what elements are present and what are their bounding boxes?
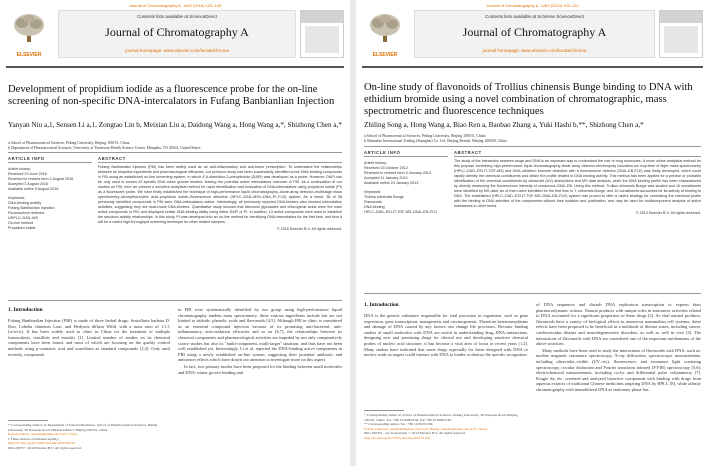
history-item: Received 15 October 2012 (364, 166, 408, 170)
journal-cover-icon (659, 10, 703, 58)
section-heading: 1. Introduction (8, 307, 43, 313)
abstract-heading: ABSTRACT (98, 156, 342, 163)
history-item: Available online 24 January 2013 (364, 181, 419, 185)
abstract-text: Fufang Banbianlian Injection (FBI) has been widely used as an anti-inflammatory and anti-tumor prescription. To understand the relationships between its bioactive ingredients and pharmacological efficacies, our previous study has been successfully identified some DNA-binding compounds in FBI using an established on-line screening system, in which 4′,6-diamidino-2-phenylindole (DAPI) was developed as a probe. However, DAPI can be only used to screen AT-specific DNA minor groove binders, leaving the potential active intercalators unknown in FBI. As a continuation of our studies on FBI, here we present a sensitive analytical method for rapid identification and evaluation of DNA-intercalators using propidium iodide (PI) as a fluorescent probe. We have firstly established the technique of high-performance liquid chromatography–diode-array detector–multistage mass spectrometry–deoxyribonucleic acid–propidium iodide–fluorescence detection (HPLC–DAD–MSn–DNA–PI–FLD) system. As a result, 38 of 58 previously identified compounds in FBI were DNA-intercalators active. Interestingly, all previously reported DNA-binders also showed intercalative activities, suggesting they are dual-mode DNA-binders. Quantitative study showed that flavonoid glycosides and chlorogenic acids were the main active compounds in FBI, and displayed similar DNA-binding ability using either DAPI or PI. In addition, 13 active compounds were used to establish the structure-activity relationships. In this study, PI was developed into an on-line method for identifying DNA-intercalators for the first time, and thus it will be a useful high-throughput screening technique for other related samples. (98, 165, 342, 224)
keyword: Flavonoids (364, 200, 382, 204)
divider (8, 300, 342, 301)
keywords-heading: Keywords: (8, 196, 26, 200)
publisher-logo (6, 10, 52, 58)
author-list: Yanyan Niu a,1, Sensen Li a,1, Zongtao Lin b, Meixian Liu a, Daidong Wang a, Hong Wang a,*, Shizhong Chen a,* (8, 121, 343, 129)
journal-header (362, 10, 703, 64)
paragraph: Many methods have been used to study the interactions of flavonoids with DNA, such as: nuclear magnetic resonance spectroscopy, X-ray diffraction, spectroscopic measurements, including ultraviolet–visible (UV–vis), fluorescence, and resonance light scattering spectroscopy, circular dichroism and Fourier transform infrared (FT-IR) spectroscopy [5,6], electrochemical measurements, including cyclic and differential pulse voltammetry [7]. Kruger Sa, etc. screened and analyzed bioactive compounds with binding with drugs from aqueous extracts of traditional Chinese medicines targeting DNA by HPLC [8], while affinity chromatography with immobilized DNA as stationary phase has (536, 347, 701, 392)
keyword: Fluorescence detector (8, 211, 45, 215)
footnote-rule (364, 410, 404, 411)
issn-line: 0021-9673/© 2016 Elsevier B.V. All rights reserved. (8, 445, 82, 450)
section-heading: 1. Introduction (364, 302, 399, 308)
publisher-name: ELSEVIER (372, 52, 398, 58)
paper-page-left (0, 0, 350, 466)
history-item: Received in revised form 9 January 2013 (364, 171, 432, 175)
article-info (364, 150, 448, 215)
body-column-1: DNA is the genetic substance responsible for vital processes in organisms, such as gene expression, gene transcription, mutagenesis and carcinogenesis. Therefore heteromorphisms and damage of DNA caused by any factors can change life processes. Because binding studies of small molecules with DNA are useful in understanding drug–DNA interactions, designing new and promising drugs for clinical use and developing sensitive chemical probes of nucleic acid structure, it has become a vital area of focus in recent years [1,2]. Many studies have indicated that some drugs especially for those designed with DNA or nucleic acids as targets could interact with DNA to hinder or destroy the specific recognition (364, 313, 528, 358)
email-link[interactable]: E-mail address: chenshz@bjmu.edu.cn (S. Chen). (8, 432, 78, 437)
journal-reference: Journal of Chromatography A, 1462 (2016) 103–109 (128, 3, 222, 8)
keyword: UHPLC–DAD–MS (8, 216, 38, 220)
keyword: Trollius chinensis Bunge (364, 195, 404, 199)
history-item: Accepted 3 August 2016 (8, 182, 48, 186)
footnote: ** Corresponding author. Tel.: +86 10 85251330. (364, 422, 434, 427)
journal-masthead (414, 10, 655, 58)
journal-header (6, 10, 344, 64)
keyword: DNA binding (364, 205, 385, 209)
doi-link[interactable]: http://dx.doi.org/10.1016/j.chroma.2013.01.051 (364, 435, 431, 440)
journal-homepage-link[interactable]: journal homepage: www.elsevier.com/locate/chroma (482, 48, 587, 53)
contents-line: Contents lists available at ScienceDirect (136, 14, 218, 19)
journal-reference: Journal of Chromatography A, 1282 (2013) 102–112 (486, 3, 579, 8)
affiliation: a School of Pharmaceutical Sciences, Peking University, Beijing 100191, China (364, 134, 486, 138)
divider (364, 293, 701, 294)
keyword: Propidium iodide (8, 226, 36, 230)
article-info-heading: ARTICLE INFO (364, 150, 448, 157)
paper-page-right (356, 0, 709, 466)
history-item: Received in revised form 2 August 2016 (8, 177, 74, 181)
history-item: Available online 9 August 2016 (8, 187, 59, 191)
article-info (8, 156, 92, 231)
email-link[interactable]: E-mail addresses: yuki@shimadzu.com.cn (Y. Hashi), chenshz@bjmu.edu.cn (S. Chen). (364, 426, 488, 431)
history-item: Received 29 June 2016 (8, 172, 47, 176)
footnote: * Corresponding authors at: Department of Natural Medicines, School of Pharmaceutical Sciences, Peking University, 38 Xueyuan Road, Haidian District, Beijing 100191, China. (8, 423, 158, 432)
copyright: © 2013 Elsevier B.V. All rights reserved. (635, 211, 701, 215)
footnotes (8, 423, 170, 451)
footnote-rule (8, 420, 48, 421)
copyright: © 2016 Elsevier B.V. All rights reserved. (276, 227, 342, 231)
keyword: On-line method (8, 221, 34, 225)
abstract-text: The study of the interaction between drugs and DNA is an important way to understand the role of drug molecules. A novel online analytical method for this purpose combining high-performance liquid chromatography-diode array detector-electrospray ionization-ion trap-time of flight mass spectrometry (HPLC–DAD–ESI-IT-TOF-MS) and DNA–ethidium bromide detection with a fluorescence detector (DNA–EB-FLD) was firstly developed, which could rapidly identify the chemical constituents and obtain the profile related to DNA binding activity. This method has been applied for a precise or probable identification of the chemical constituents by ultraviolet (UV) absorptions and MS data analysis, while the DNA binding profile has been characterized by directly measuring the fluorescence intensity of compound–DNA–EB. Using this method, Trollius chinensis Bunge was studied and 16 constituents were identified by MS data; six of them were identified for the first time in T. chinensis Bunge, and 10 constituents accounted for its activity of binding to DNA. The established (HPLC–DAD–ESI-IT-TOF-MS–DNA–EB–FLD) system has proved to offer a useful strategy for correlating the chemical profile with the binding to DNA activities of the components without their isolation and purification, and may be used for multicomponent analysis of active substances in other herbs. (454, 159, 701, 208)
affiliation: a School of Pharmaceutical Sciences, Peking University, Beijing 100191, China (8, 141, 130, 145)
paragraph: of DNA sequences and disturb DNA replication transcription to express their pharmacodynamic actions. Natural products with unique roles in anticancer activities related to DNA accounted for a significant proportion of these drugs [3]. As vital natural products, flavonoids have a variety of biological effects in numerous mammalian cell systems; these effects have been proposed to be beneficial in a multitude of disease states, including cancer, cardiovascular disease and neurodegenerative disorders, as well as well in vivo [4]. The interactions of flavonoids with DNA are considered one of the important mechanisms of the above activities. (536, 302, 701, 347)
elsevier-tree-logo-icon (366, 12, 404, 44)
publisher-logo (362, 10, 408, 58)
paper-title: Development of propidium iodide as a fluorescence probe for the on-line screening of non-specific DNA-intercalators in Fufang Banbianlian Injection (8, 84, 335, 107)
body-column-2 (178, 307, 342, 445)
keyword: Fufang Banbianlian Injection (8, 206, 55, 210)
doi-link[interactable]: http://dx.doi.org/10.1016/j.chroma.2016.08.013 (8, 441, 75, 446)
history-item: Accepted 11 January 2013 (364, 176, 408, 180)
journal-masthead (58, 10, 296, 58)
divider (8, 152, 342, 153)
keyword: HPLC–DAD–ESI-IT-TOF-MS–DNA–EB–FLD (364, 210, 438, 214)
author-list: Zhiling Song a, Hong Wang a, Biao Ren a, Baobao Zhang a, Yuki Hashi b,**, Shizhong Chen a,* (364, 121, 644, 129)
body-column-1: Fufang Banbianlian Injection (FBI) is made of three herbal drugs: Scutellaria barbata D. Don, Lobelia chinensis Lour. and Hedyotis diffusa Willd. with a mass ratio of 1:1:1 (w/w/w). It has been widely used in clinic in China for the treatment of multiple furunculosis, tonsillitis and mastitis [1]. Limited number of studies on its chemical components have been found, and most of which are focusing on the quality control methods using p-coumaric acid and scutellarin as standard compounds [2,3]. Only until recently, compounds (8, 318, 170, 357)
journal-title: Journal of Chromatography A (462, 25, 607, 39)
divider (364, 146, 701, 147)
header-divider (362, 66, 703, 68)
elsevier-tree-logo-icon (10, 12, 48, 44)
publisher-name: ELSEVIER (16, 52, 42, 58)
issn-line: 0021-9673/$ – see front matter © 2013 Elsevier B.V. All rights reserved. (364, 431, 466, 436)
footnote: 1 These authors contributed equally. (8, 436, 59, 441)
affiliations (364, 134, 701, 144)
journal-homepage-link[interactable]: journal homepage: www.elsevier.com/locate/chroma (125, 48, 229, 53)
journal-title: Journal of Chromatography A (105, 25, 249, 39)
keyword: DNA-binding activity (8, 201, 42, 205)
paper-title: On-line study of flavonoids of Trollius chinensis Bunge binding to DNA with ethidium bromide using a novel combination of chromatographic, mass spectrometric and fluorescence techniques (364, 82, 693, 117)
abstract (454, 150, 701, 216)
footnote: * Corresponding author at: School of Pharmaceutical Sciences, Peking University, 38 Xueyuan Road, Beijing 100191, China. Tel.: +86 10 82802136; fax: +86 10 82802136. (364, 413, 518, 422)
history-heading: Article history: (364, 161, 388, 165)
paragraph: in FBI were systematically identified by our group using high-performance liquid chromatography tandem mass spectrometry, these various ingredients include but are not limited to iridoids, phenolic acids and flavonoids [4,5]. Although FBI in clinic is considered as an essential compound injection because of its promising anti-bacterial, anti-inflammatory, anti-oxidation efficacies and so on [6,7], the relationships between its chemical components and pharmacological activities are impeded by not only comparatively scarce studies but also its "multi-component, multi-target" situation, and thus have not been well established yet. Interestingly, Li et al. reported the DNA-binding active components in FBI using a newly established on-line system, suggesting their potential antibiotic and anticancer effects which have drawn our attention to investigate more on this aspect. (178, 307, 342, 363)
affiliation: b Shimadzu International Trading (Shanghai) Co. Ltd. Beijing Branch, Beijing 100020, China (364, 139, 507, 143)
abstract (98, 156, 342, 232)
contents-line: Contents lists available at SciVerse ScienceDirect (484, 14, 585, 19)
paragraph: In fact, two primary modes have been proposed for the binding between small molecules and DNA: minor groove binding and (178, 363, 342, 375)
footnotes (364, 413, 528, 441)
header-divider (6, 66, 344, 68)
history-heading: Article history: (8, 167, 32, 171)
affiliation: b Department of Pharmaceutical Sciences, University of Tennessee Health Science Center, Memphis, TN 38163, United States (8, 146, 201, 150)
keywords-heading: Keywords: (364, 190, 382, 194)
body-column-2 (536, 302, 701, 462)
journal-cover-icon (300, 10, 344, 58)
article-info-heading: ARTICLE INFO (8, 156, 92, 163)
affiliations (8, 141, 342, 151)
abstract-heading: ABSTRACT (454, 150, 701, 157)
